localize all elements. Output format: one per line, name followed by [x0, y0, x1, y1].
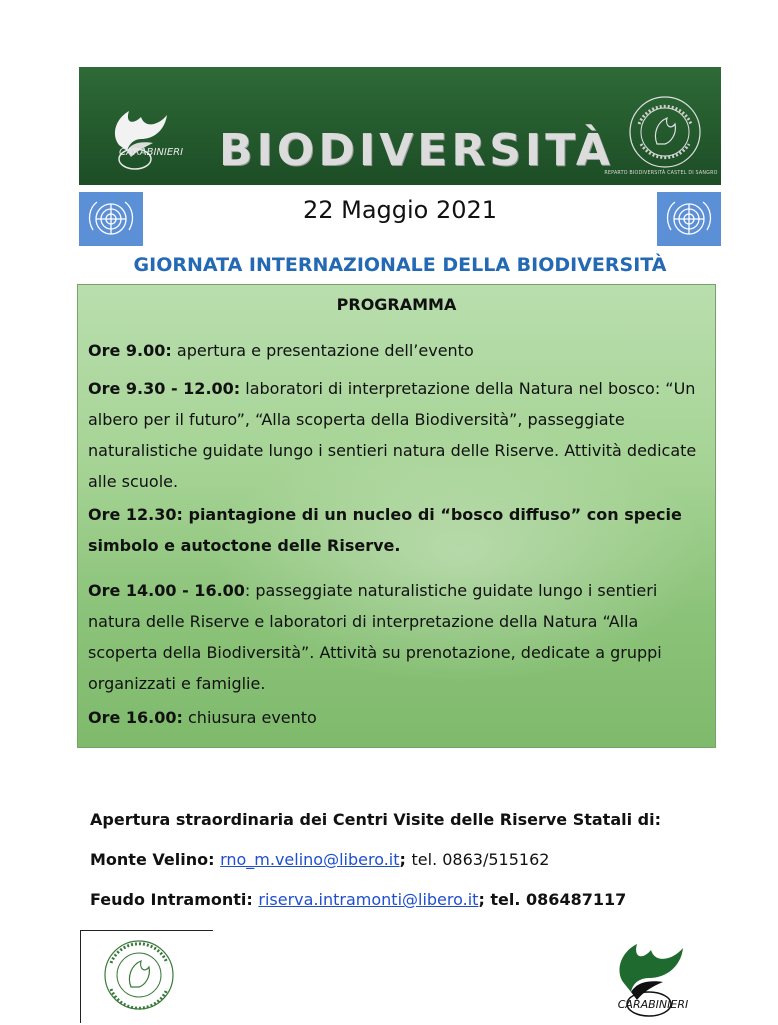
seal-caption: REPARTO BIODIVERSITÀ CASTEL DI SANGRO	[604, 171, 718, 176]
program-item-time: Ore 9.30 - 12.00:	[88, 379, 241, 398]
program-item	[88, 575, 703, 699]
carabinieri-logo-text: CARABINIERI	[617, 998, 689, 1011]
bottom-seal-icon	[81, 931, 211, 1021]
carabinieri-seal-icon	[627, 94, 703, 170]
contact-row	[90, 890, 770, 909]
program-item	[88, 702, 703, 733]
carabinieri-flame-logo-icon	[101, 95, 184, 173]
contact-separator: ;	[399, 850, 412, 869]
program-item-time: Ore 16.00:	[88, 708, 183, 727]
program-item-time: Ore 12.30: piantagione di un nucleo di “bosco diffuso” con specie simbolo e autoctone delle Riserve.	[88, 505, 682, 555]
program-item-time: Ore 14.00 - 16.00	[88, 581, 245, 600]
bottom-seal	[80, 930, 213, 1023]
contact-row	[90, 850, 770, 869]
un-emblem-right-icon	[657, 192, 721, 246]
contact-tel: tel. 0863/515162	[411, 850, 550, 869]
event-date: 22 Maggio 2021	[302, 196, 498, 224]
program-item	[88, 373, 703, 497]
contact-place: Feudo Intramonti:	[90, 890, 253, 909]
left-logo-text: CARABINIERI	[119, 147, 184, 158]
contact-tel: tel. 086487117	[490, 890, 627, 909]
program-item-time: Ore 9.00:	[88, 341, 172, 360]
program-item-text: apertura e presentazione dell’evento	[171, 341, 474, 360]
contact-separator: ;	[478, 890, 491, 909]
program-item-text: : passeggiate naturalistiche guidate lungo i sentieri natura delle Riserve e laboratori di interpretazione della Natura “Alla scoperta della Biodiversità”. Attività su prenotazione, dedicate a gruppi organizzati e famiglie.	[88, 581, 662, 693]
program-title: PROGRAMMA	[336, 295, 457, 314]
header-banner	[79, 67, 721, 185]
carabinieri-bottom-logo-icon	[603, 934, 698, 1022]
program-box	[77, 284, 716, 748]
program-item-text: chiusura evento	[182, 708, 317, 727]
program-item	[88, 335, 703, 366]
program-item	[88, 499, 703, 561]
banner-title: BIODIVERSITÀ	[219, 125, 614, 176]
event-subtitle: GIORNATA INTERNAZIONALE DELLA BIODIVERSITÀ	[133, 254, 667, 276]
email-link[interactable]: riserva.intramonti@libero.it	[258, 890, 479, 909]
email-link[interactable]: rno_m.velino@libero.it	[220, 850, 400, 869]
footer-heading: Apertura straordinaria dei Centri Visite delle Riserve Statali di:	[90, 810, 661, 829]
program-item-text: laboratori di interpretazione della Natura nel bosco: “Un albero per il futuro”, “Alla scoperta della Biodiversità”, passeggiate naturalistiche guidate lungo i sentieri natura delle Riserve. Attività dedicate alle scuole.	[88, 379, 697, 491]
contact-place: Monte Velino:	[90, 850, 215, 869]
